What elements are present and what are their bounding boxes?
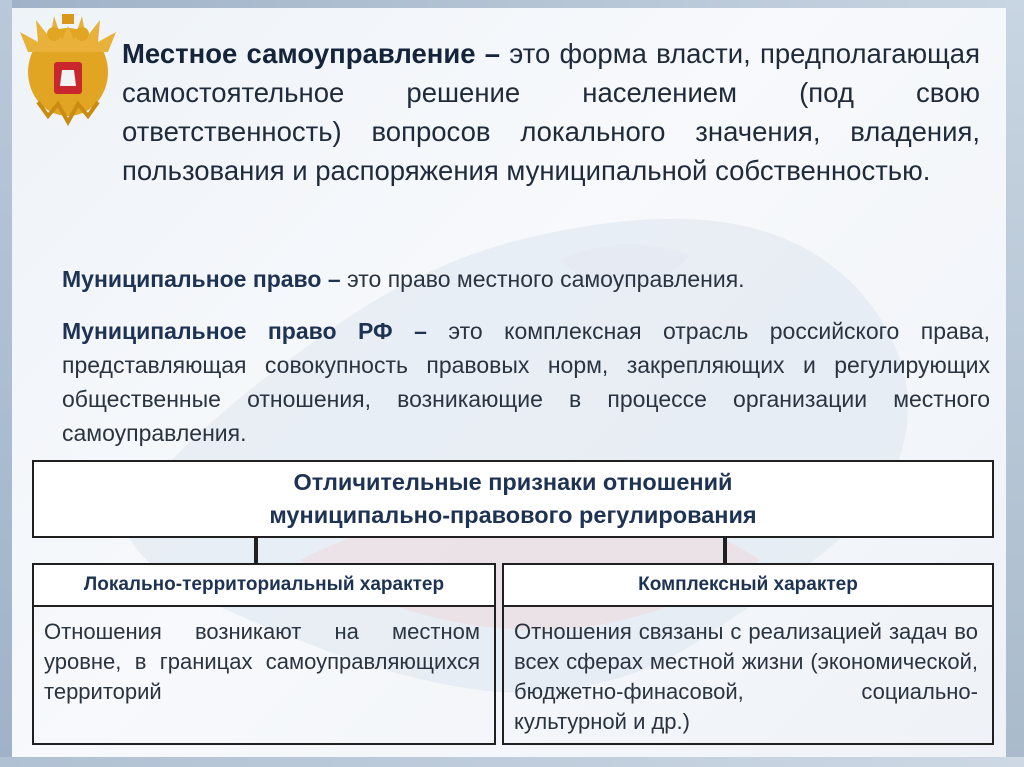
local-government-definition <box>122 34 980 190</box>
definition-term: Местное самоуправление – <box>122 38 501 69</box>
municipal-law-rf-definition <box>62 314 990 450</box>
scheme-title-line1: Отличительные признаки отношений <box>293 469 733 495</box>
municipal-law-term: Муниципальное право – <box>62 266 341 292</box>
complex-character-heading: Комплексный характер <box>504 565 992 607</box>
municipal-law-rf-term: Муниципальное право РФ – <box>62 318 427 344</box>
complex-character-box <box>502 563 994 745</box>
frame-left <box>0 0 12 767</box>
frame-right <box>1006 0 1024 767</box>
definition-text: это форма власти, предполагающая самостоятельное решение населением (под свою ответственность) вопросов локального значения, владения, пользования и распоряжения муниципальной собственностью. <box>122 38 980 186</box>
complex-character-body: Отношения связаны с реализацией задач во всех сферах местной жизни (экономической, бюджетно-финасовой, социально-культурной и др.) <box>514 619 978 734</box>
frame-top <box>0 0 1024 8</box>
municipal-law-rf-text: это комплексная отрасль российского права, представляющая совокупность правовых норм, закрепляющих и регулирующих общественные отношения, возникающие в процессе организации местного самоуправления. <box>62 318 990 446</box>
scheme-title-line2: муниципально-правового регулирования <box>269 502 757 528</box>
local-territorial-heading: Локально-территориальный характер <box>34 565 494 607</box>
local-territorial-box <box>32 563 496 745</box>
russian-coat-of-arms-icon <box>18 12 118 130</box>
frame-bottom <box>0 757 1024 767</box>
scheme-title-box <box>32 460 994 538</box>
municipal-law-text: это право местного самоуправления. <box>340 266 745 292</box>
local-territorial-body: Отношения возникают на местном уровне, в границах самоуправляющихся территорий <box>44 619 480 704</box>
connector-left <box>254 538 258 564</box>
connector-right <box>723 538 727 564</box>
municipal-law-definition <box>62 262 990 296</box>
